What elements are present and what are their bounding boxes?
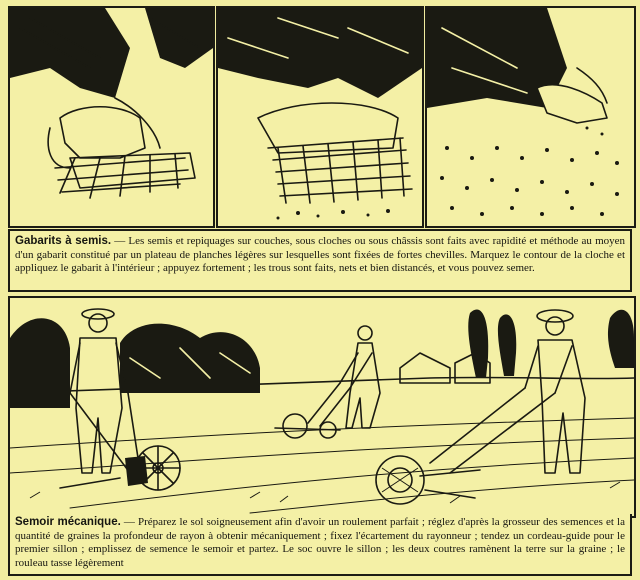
seed-marks	[440, 127, 619, 217]
caption-gabarits-title: Gabarits à semis.	[15, 235, 112, 247]
caption-semoir	[8, 514, 632, 576]
caption-semoir-text: — Préparez le sol soigneusement afin d'avoir un roulement parfait ; réglez d'après la grosseur des semences et la quantité de graines la profondeur de rayon à obtenir mécaniquement ; fixez l'écartement du rayonneur ; tendez un cordeau-guide pour le premier sillon ; emplissez de semence le semoir et partez. Le soc ouvre le sillon ; les deux coutres ramènent la terre sur la graine ; le rouleau tasse légèrement	[15, 516, 625, 569]
illustration-mechanical-seeder	[8, 296, 636, 518]
illustration-template-held	[8, 6, 215, 228]
farmer-right	[525, 310, 585, 473]
mechanical-seeder-drawing	[10, 298, 634, 516]
seeder-left	[60, 393, 180, 490]
sowing-holes-drawing	[427, 8, 634, 226]
caption-gabarits-text: — Les semis et repiquages sur couches, sous cloches ou sous châssis sont faits avec rapidité et méthode au moyen d'un gabarit constitué par un plateau de planches légères sur lesquelles sont fixées de fortes chevilles. Marquez le contour de la cloche et appliquez le gabarit à l'intérieur ; appuyez fortement ; les trous sont faits, nets et bien distancés, et vous pouvez semer.	[15, 235, 626, 274]
template-held-drawing	[10, 8, 213, 226]
template-pressed-drawing	[218, 8, 422, 226]
illustration-template-pressed	[216, 6, 424, 228]
illustration-sowing-holes	[425, 6, 636, 228]
caption-gabarits	[8, 229, 632, 292]
caption-semoir-title: Semoir mécanique.	[15, 516, 121, 528]
